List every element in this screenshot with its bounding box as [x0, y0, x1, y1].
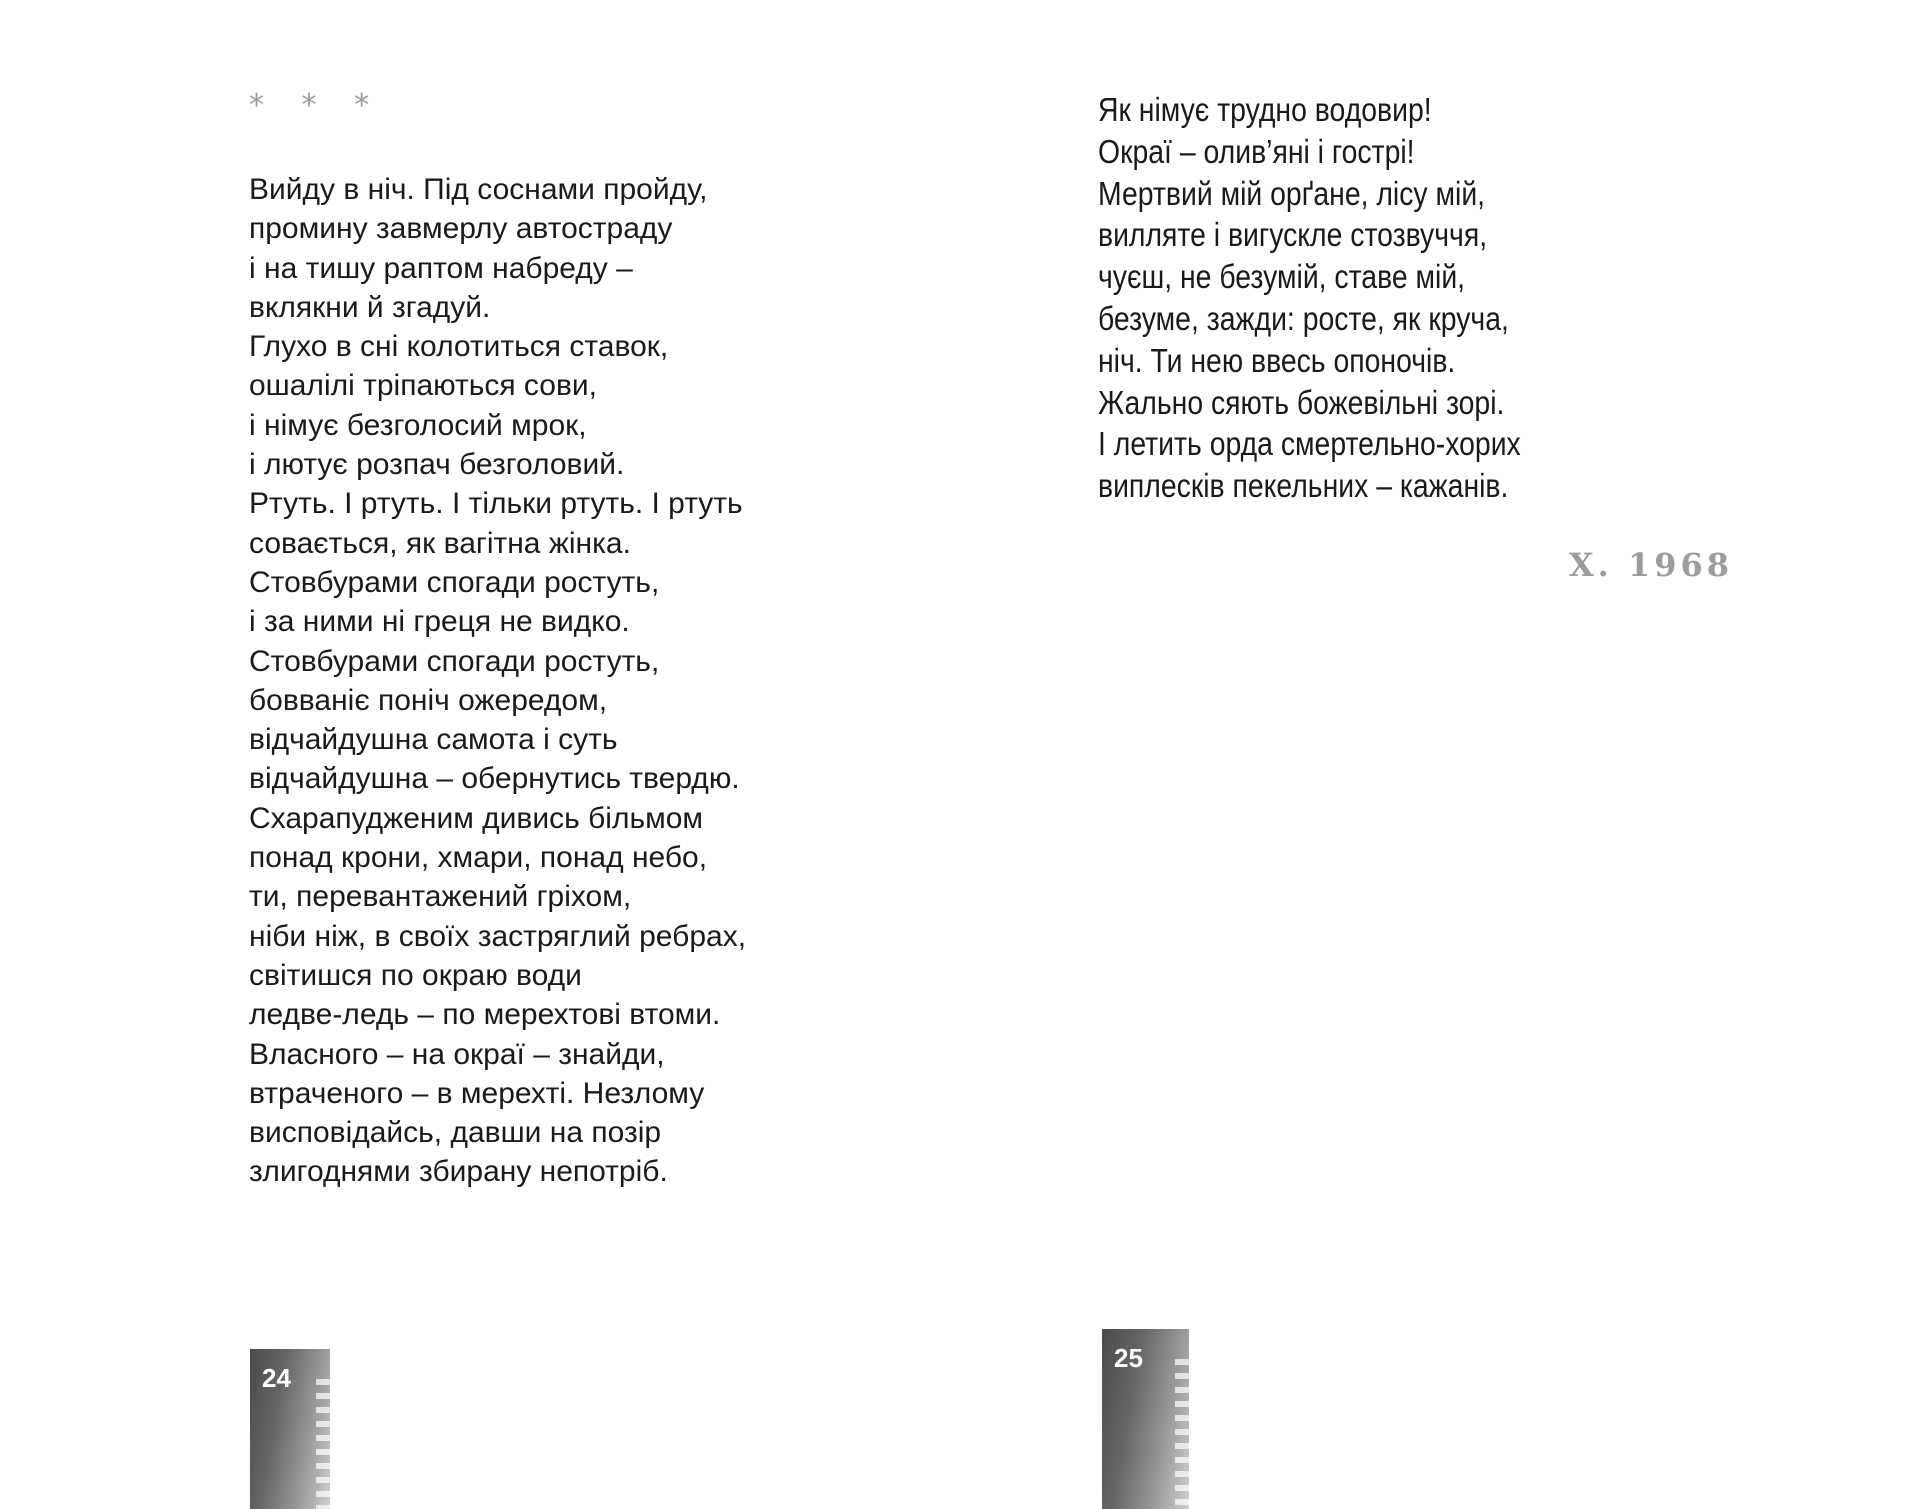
poem-line: вилляте і вигускле стозвуччя,	[1098, 216, 1488, 254]
poem-line: світишся по окраю води	[249, 958, 582, 992]
poem-line: Як німує трудно водовир!	[1098, 91, 1432, 128]
poem-line: ошалілі тріпаються сови,	[249, 369, 597, 403]
poem-line: злигоднями збирану непотріб.	[249, 1155, 668, 1189]
poem-line: і на тишу раптом набреду –	[249, 251, 633, 285]
poem-line: чуєш, не безумій, ставе мій,	[1098, 258, 1466, 296]
page-number-tab	[1102, 1329, 1189, 1509]
poem-line: втраченого – в мерехті. Незлому	[249, 1076, 705, 1110]
poem-line: відчайдушна самота і суть	[249, 723, 618, 757]
poem-date: X. 1968	[1568, 546, 1733, 584]
poem-line: Ртуть. І ртуть. І тільки ртуть. І ртуть	[249, 487, 743, 521]
poem-line: ніч. Ти нею ввесь опоночів.	[1098, 341, 1456, 379]
poem-line: відчайдушна – обернутись твердю.	[249, 762, 740, 796]
section-ornament: * * *	[249, 88, 384, 123]
page-number-tab	[250, 1349, 330, 1509]
poem-line: вклякни й згадуй.	[249, 290, 491, 324]
poem-line: і лютує розпач безголовий.	[249, 448, 625, 482]
poem-line: Схарапудженим дивись більмом	[249, 801, 704, 835]
poem-line: і за ними ні греця не видко.	[249, 605, 630, 639]
poem-line: Вийду в ніч. Під соснами пройду,	[249, 173, 708, 206]
poem-line: Мертвий мій орґане, лісу мій,	[1098, 174, 1486, 212]
poem-line: Стовбурами спогади ростуть,	[249, 565, 660, 599]
poem-line: совається, як вагітна жінка.	[249, 526, 631, 560]
page-number: 25	[1114, 1343, 1143, 1373]
poem-right-column	[1098, 89, 1521, 507]
poem-line: Жально сяють божевільні зорі.	[1098, 383, 1505, 421]
poem-line: Окраї – олив’яні і гострі!	[1098, 132, 1415, 170]
page-number: 24	[262, 1363, 291, 1393]
poem-left-column	[249, 170, 746, 1192]
poem-line: висповідайсь, давши на позір	[249, 1116, 662, 1150]
poem-line: безуме, зажди: росте, як круча,	[1098, 299, 1509, 337]
poem-line: і німує безголосий мрок,	[249, 408, 587, 442]
poem-line: Стовбурами спогади ростуть,	[249, 644, 660, 678]
poem-line: промину завмерлу автостраду	[249, 212, 673, 246]
poem-line: ти, перевантажений гріхом,	[249, 880, 632, 914]
poem-line: Власного – на окраї – знайди,	[249, 1037, 665, 1071]
poem-line: Глухо в сні колотиться ставок,	[249, 330, 669, 364]
poem-line: понад крони, хмари, понад небо,	[249, 841, 708, 875]
poem-line: І летить орда смертельно-хорих	[1098, 425, 1521, 463]
poem-line: ніби ніж, в своїх застряглий ребрах,	[249, 919, 747, 953]
poem-line: бовваніє поніч ожередом,	[249, 683, 608, 717]
poem-line: виплесків пекельних – кажанів.	[1098, 467, 1509, 505]
poem-line: ледве-ледь – по мерехтові втоми.	[249, 998, 721, 1032]
